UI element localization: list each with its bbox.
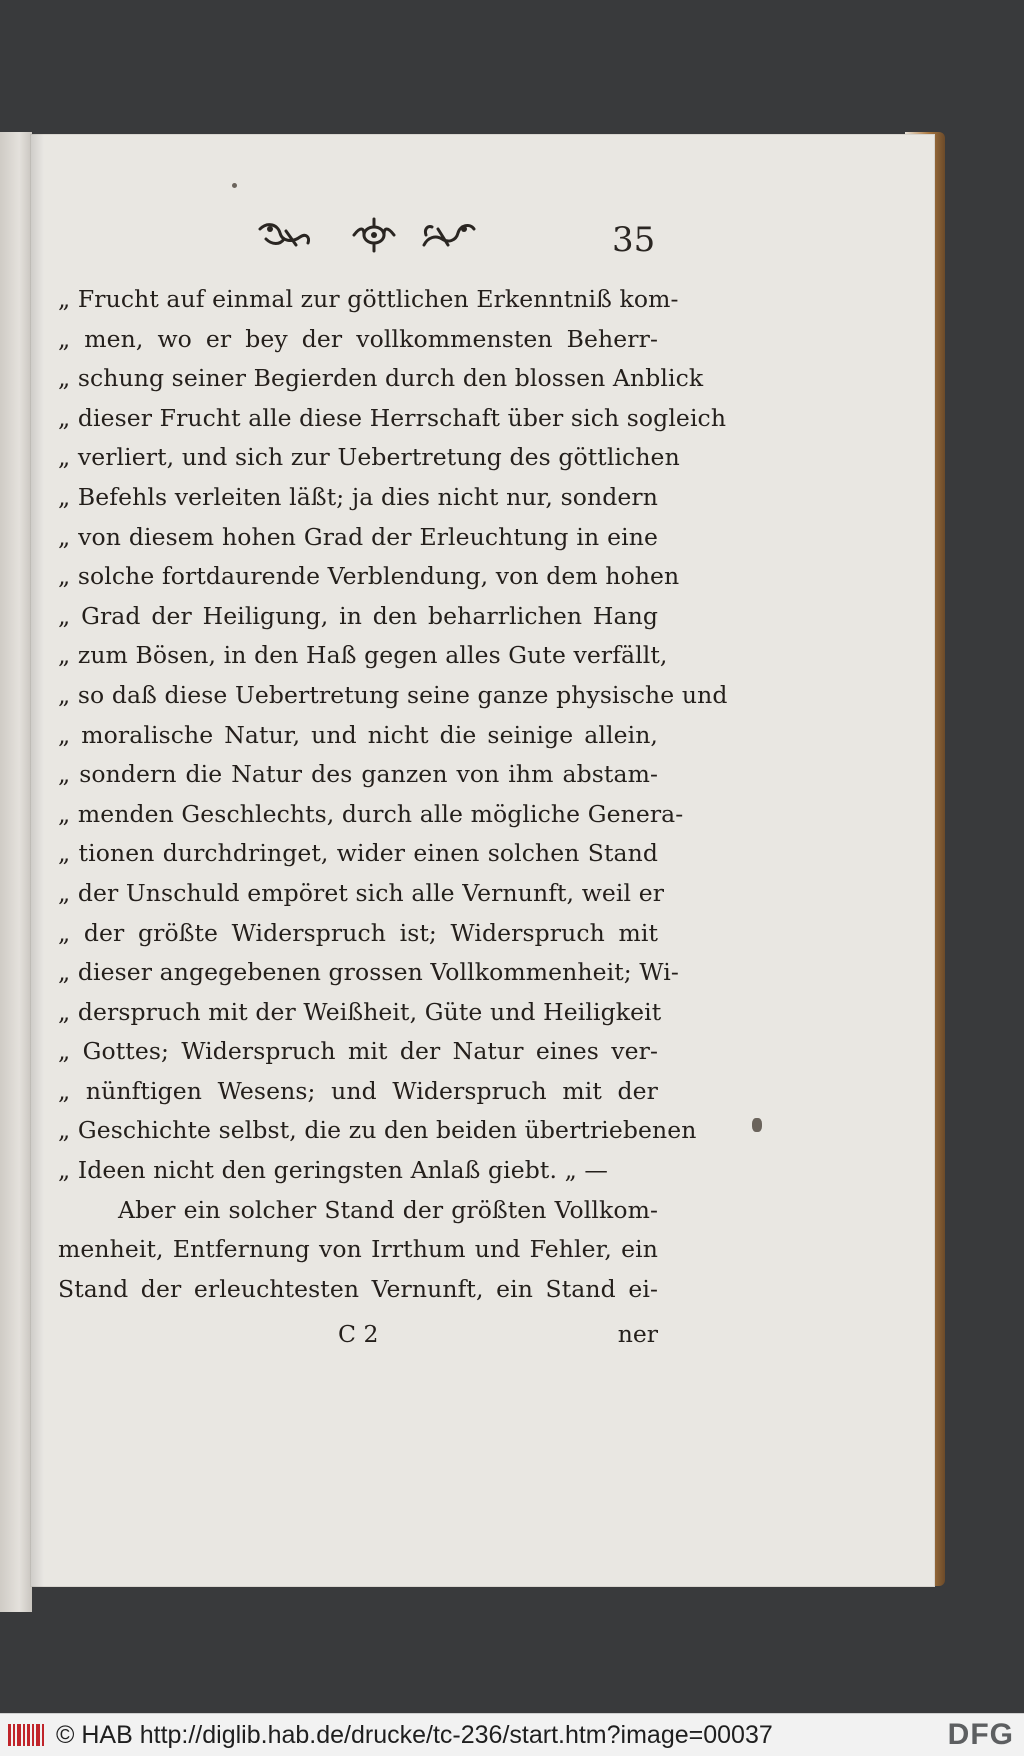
text-line: „ Geschichte selbst, die zu den beiden übertriebenen: [58, 1116, 697, 1145]
text-line: Stand der erleuchtesten Vernunft, ein Stand ei-: [58, 1274, 658, 1303]
right-flourish-icon: [418, 215, 478, 255]
text-line: „ der größte Widerspruch ist; Widerspruch mit: [58, 918, 658, 947]
signature-mark: C 2: [338, 1320, 379, 1348]
text-line: „ Befehls verleiten läßt; ja dies nicht nur, sondern: [58, 482, 658, 511]
text-line: „ dieser angegebenen grossen Vollkommenheit; Wi-: [58, 958, 679, 987]
text-line: „ derspruch mit der Weißheit, Güte und Heiligkeit: [58, 997, 662, 1026]
text-line: „ dieser Frucht alle diese Herrschaft über sich sogleich: [58, 403, 727, 432]
footer-bar: [0, 1713, 1024, 1756]
paper-speck: [232, 183, 237, 188]
barcode-logo-icon: [6, 1722, 46, 1748]
signature-row: [58, 1320, 658, 1360]
left-page-edge: [0, 132, 32, 1612]
paragraph-continuation: [58, 1191, 658, 1310]
paragraph-quote: [58, 280, 728, 1191]
text-line: „ Grad der Heiligung, in den beharrlichen Hang: [58, 601, 658, 630]
left-flourish-icon: [256, 215, 316, 255]
paper-speck: [752, 1118, 762, 1132]
text-line: Aber ein solcher Stand der größten Vollkom-: [118, 1195, 658, 1224]
running-head: [256, 215, 661, 255]
text-line: „ so daß diese Uebertretung seine ganze physische und: [58, 680, 728, 709]
text-line: „ men, wo er bey der vollkommensten Beherr-: [58, 324, 658, 353]
gutter-shadow: [30, 134, 44, 1587]
text-line: „ sondern die Natur des ganzen von ihm abstam-: [58, 760, 658, 789]
text-line: menheit, Entfernung von Irrthum und Fehler, ein: [58, 1235, 658, 1264]
text-line: „ Frucht auf einmal zur göttlichen Erkenntniß kom-: [58, 285, 679, 313]
page-number: 35: [612, 220, 656, 260]
text-line: „ schung seiner Begierden durch den blossen Anblick: [58, 364, 704, 393]
footer-link[interactable]: © HAB http://diglib.hab.de/drucke/tc-236/start.htm?image=00037: [56, 1721, 773, 1749]
body-text: [58, 280, 728, 1309]
text-line: „ Ideen nicht den geringsten Anlaß giebt. „ —: [58, 1156, 609, 1185]
dfg-logo: DFG: [947, 1718, 1014, 1751]
text-line: „ der Unschuld empöret sich alle Vernunft, weil er: [58, 878, 665, 907]
text-line: „ verliert, und sich zur Uebertretung des göttlichen: [58, 443, 680, 472]
center-fleuron-icon: [344, 215, 404, 255]
text-line: „ Gottes; Widerspruch mit der Natur eines ver-: [58, 1037, 658, 1066]
catchword: ner: [617, 1320, 658, 1348]
text-line: „ zum Bösen, in den Haß gegen alles Gute verfällt,: [58, 641, 668, 670]
text-line: „ moralische Natur, und nicht die seinige allein,: [58, 720, 658, 749]
text-line: „ tionen durchdringet, wider einen solchen Stand: [58, 839, 658, 868]
text-line: „ von diesem hohen Grad der Erleuchtung in eine: [58, 522, 658, 551]
text-line: „ nünftigen Wesens; und Widerspruch mit der: [58, 1076, 658, 1105]
text-line: „ solche fortdaurende Verblendung, von dem hohen: [58, 562, 680, 591]
text-line: „ menden Geschlechts, durch alle mögliche Genera-: [58, 799, 684, 828]
